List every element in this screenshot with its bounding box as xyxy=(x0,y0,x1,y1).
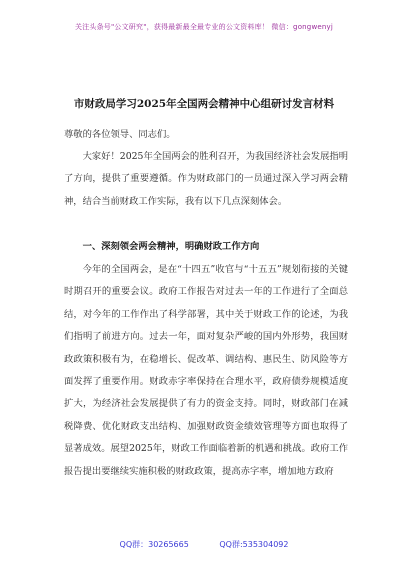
footer-qq-group-1: QQ群：30265665 xyxy=(119,540,189,549)
section-heading: 一、深刻领会两会精神，明确财政工作方向 xyxy=(82,241,260,252)
footer-qq-group-2: QQ群:535304092 xyxy=(219,540,289,549)
header-banner: 关注头条号"公文研究"，获得最新最全最专业的公文资料库！ 微信：gongwenyj xyxy=(74,23,334,31)
intro-paragraph: 大家好！2025年全国两会的胜利召开，为我国经济社会发展指明了方向，提供了重要遵循。作为财政部门的一员通过深入学习两会精神，结合当前财政工作实际，我有以下几点深刻体会。 xyxy=(64,151,348,207)
footer xyxy=(0,539,408,550)
salutation: 尊敬的各位领导、同志们。 xyxy=(64,129,176,140)
section-body-paragraph: 今年的全国两会，是在“十四五”收官与“十五五”规划衔接的关键时期召开的重要会议。政府工作报告对过去一年的工作进行了全面总结，对今年的工作作出了科学部署，其中关于财政工作的论述，为我们指明了前进方向。过去一年，面对复杂严峻的国内外形势，我国财政政策积极有为，在稳增长、促改革、调结构、惠民生、防风险等方面发挥了重要作用。财政赤字率保持在合理水平，政府债券规模适度扩大，为经济社会发展提供了有力的资金支持。同时，财政部门在减税降费、优化财政支出结构、加强财政资金绩效管理等方面也取得了显著成效。展望2025年，财政工作面临着新的机遇和挑战。政府工作报告提出要继续实施积极的财政政策，提高赤字率，增加地方政府 xyxy=(64,264,348,477)
document-title: 市财政局学习2025年全国两会精神中心组研讨发言材料 xyxy=(73,98,335,110)
